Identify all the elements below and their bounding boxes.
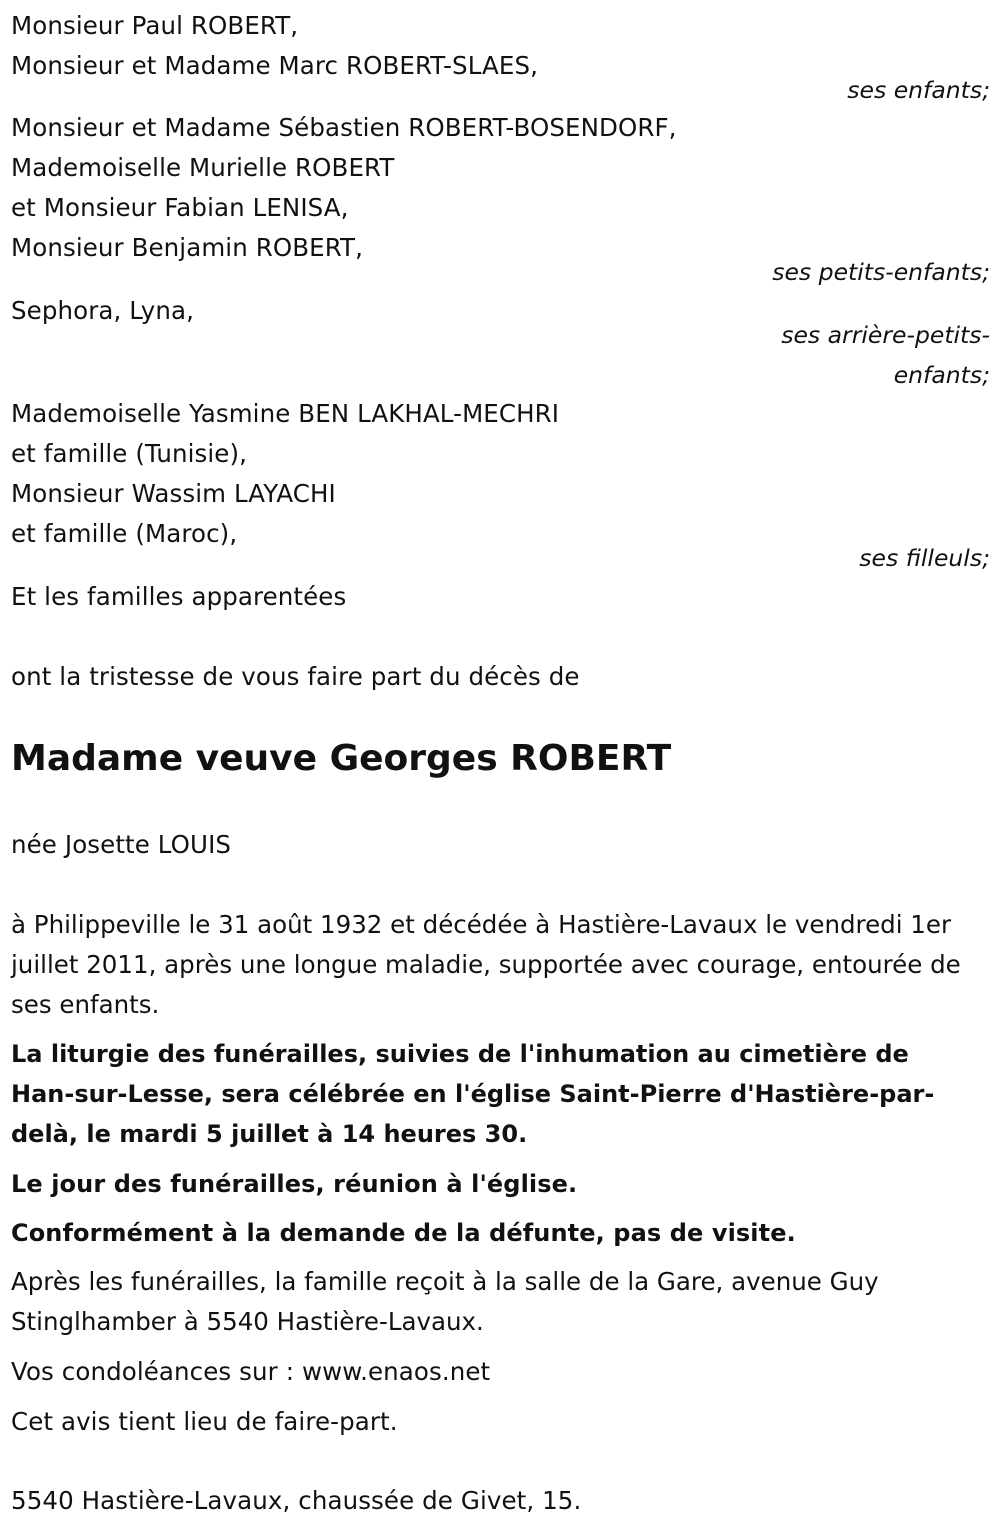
- announcement-line: ont la tristesse de vous faire part du décès de: [11, 662, 580, 691]
- children-label: ses enfants;: [847, 76, 990, 104]
- no-visit-line: Conformément à la demande de la défunte, pas de visite.: [11, 1219, 796, 1247]
- address-line: 5540 Hastière-Lavaux, chaussée de Givet, 15.: [11, 1486, 582, 1515]
- liturgy-paragraph: La liturgie des funérailles, suivies de l'inhumation au cimetière de Han-sur-Lesse, sera célébrée en l'église Saint-Pierre d'Hastière-par-delà, le mardi 5 juillet à 14 heures 30.: [11, 1040, 935, 1148]
- godchild-line-3: Monsieur Wassim LAYACHI: [11, 479, 336, 508]
- notice-line: Cet avis tient lieu de faire-part.: [11, 1407, 398, 1436]
- reception-paragraph: Après les funérailles, la famille reçoit à la salle de la Gare, avenue Guy Stinglhamber à 5540 Hastière-Lavaux.: [11, 1267, 879, 1336]
- great-grandchildren-label-line-2: enfants;: [893, 361, 990, 389]
- life-paragraph: à Philippeville le 31 août 1932 et décédée à Hastière-Lavaux le vendredi 1er juillet 2011, après une longue maladie, supportée avec courage, entourée de ses enfants.: [11, 910, 961, 1019]
- grandchild-line-4: Monsieur Benjamin ROBERT,: [11, 233, 363, 262]
- condolences-line: Vos condoléances sur : www.enaos.net: [11, 1357, 491, 1386]
- relatives-line: Et les familles apparentées: [11, 582, 347, 611]
- child-line-1: Monsieur Paul ROBERT,: [11, 11, 299, 40]
- grandchild-line-3: et Monsieur Fabian LENISA,: [11, 193, 349, 222]
- grandchild-line-2: Mademoiselle Murielle ROBERT: [11, 153, 395, 182]
- grandchild-line-1: Monsieur et Madame Sébastien ROBERT-BOSENDORF,: [11, 113, 677, 142]
- great-grandchild-line-1: Sephora, Lyna,: [11, 296, 194, 325]
- born-name: née Josette LOUIS: [11, 830, 232, 859]
- child-line-2: Monsieur et Madame Marc ROBERT-SLAES,: [11, 51, 538, 80]
- deceased-name: Madame veuve Georges ROBERT: [11, 738, 672, 779]
- grandchildren-label: ses petits-enfants;: [772, 258, 990, 286]
- godchild-line-2: et famille (Tunisie),: [11, 439, 248, 468]
- godchild-line-4: et famille (Maroc),: [11, 519, 238, 548]
- godchild-line-1: Mademoiselle Yasmine BEN LAKHAL-MECHRI: [11, 399, 560, 428]
- great-grandchildren-label-line-1: ses arrière-petits-: [781, 321, 990, 349]
- meeting-line: Le jour des funérailles, réunion à l'église.: [11, 1170, 578, 1198]
- godchildren-label: ses filleuls;: [859, 544, 990, 572]
